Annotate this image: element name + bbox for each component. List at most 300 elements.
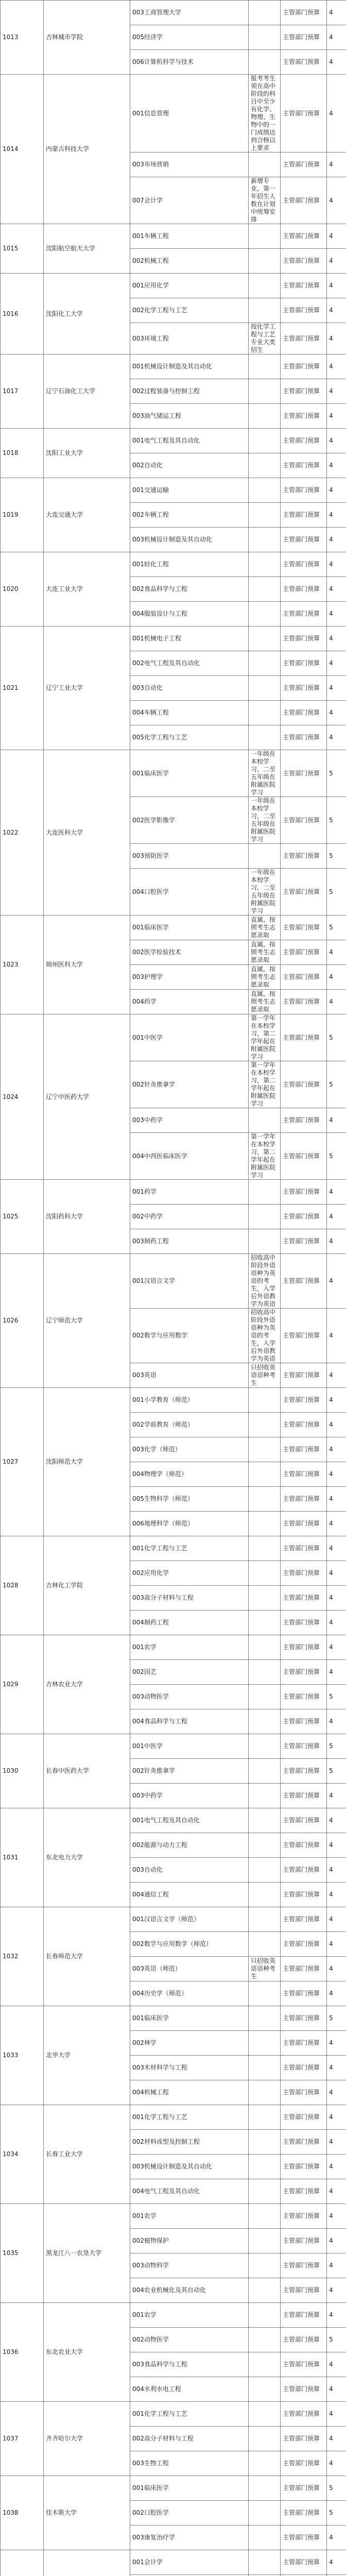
years-value: 4 — [329, 282, 333, 289]
major-cell: 002植物保护 — [130, 2229, 249, 2253]
remark-cell — [249, 1759, 281, 1784]
remark-cell — [249, 478, 281, 503]
remark-cell: 招收高中阶段外语语种为英语的考生，入学后外语教学为英语 — [249, 1309, 281, 1363]
years-cell — [327, 1229, 346, 1254]
remark-cell — [249, 676, 281, 701]
major-cell: 004食品科学与工程 — [130, 1709, 249, 1734]
major-cell: 001汉语言文学（师范） — [130, 1907, 249, 1932]
budget-cell: 主管部门预算 — [281, 1981, 327, 2006]
school-name-cell: 吉林农业大学 — [44, 1635, 130, 1734]
years-value: 5 — [329, 816, 333, 824]
budget-cell: 主管部门预算 — [281, 2476, 327, 2501]
remark-cell: 第一学年在本校学习，第二学年起在附属医院学习 — [249, 1014, 281, 1061]
remark-cell: 报考考生须在高中阶段的科目中至少有化学、物理、生物中的一门成绩达到合格以上要求 — [249, 75, 281, 152]
school-code-cell: 1026 — [1, 1254, 44, 1388]
years-value: 4 — [329, 1594, 333, 1601]
budget-cell: 主管部门预算 — [281, 1833, 327, 1858]
major-cell: 002林学 — [130, 2031, 249, 2056]
budget-cell: 主管部门预算 — [281, 1309, 327, 1363]
budget-cell: 主管部门预算 — [281, 651, 327, 676]
school-name-cell: 沈阳药科大学 — [44, 1180, 130, 1254]
years-value: 4 — [329, 9, 333, 16]
years-value: 4 — [329, 1421, 333, 1428]
remark-cell — [249, 2501, 281, 2526]
budget-cell: 主管部门预算 — [281, 354, 327, 379]
major-cell: 006计算机科学与技术 — [130, 50, 249, 75]
years-cell — [327, 1536, 346, 1561]
major-cell: 004药学 — [130, 990, 249, 1014]
years-value: 4 — [329, 2237, 333, 2244]
remark-cell — [249, 1709, 281, 1734]
years-value: 4 — [329, 561, 333, 568]
budget-cell: 主管部门预算 — [281, 25, 327, 50]
budget-cell: 主管部门预算 — [281, 2056, 327, 2080]
years-value: 5 — [329, 2509, 333, 2516]
budget-cell: 主管部门预算 — [281, 1907, 327, 1932]
major-cell: 001化学工程与工艺 — [130, 2105, 249, 2130]
remark-cell — [249, 1462, 281, 1487]
remark-cell — [249, 725, 281, 750]
years-value: 4 — [329, 232, 333, 240]
years-cell — [327, 75, 346, 152]
remark-cell — [249, 2179, 281, 2204]
years-value: 4 — [329, 2163, 333, 2170]
table-row — [1, 1180, 346, 1205]
years-cell — [327, 25, 346, 50]
school-name-cell: 沈阳师范大学 — [44, 1388, 130, 1536]
years-cell — [327, 701, 346, 725]
budget-cell: 主管部门预算 — [281, 152, 327, 177]
table-row — [1, 75, 346, 152]
budget-cell: 主管部门预算 — [281, 1437, 327, 1462]
budget-cell: 主管部门预算 — [281, 453, 327, 478]
years-value: 4 — [329, 58, 333, 65]
major-cell: 002中药学 — [130, 1205, 249, 1229]
years-cell — [327, 2501, 346, 2526]
remark-cell — [249, 152, 281, 177]
years-cell — [327, 1061, 346, 1108]
remark-cell — [249, 1561, 281, 1586]
budget-cell: 主管部门预算 — [281, 725, 327, 750]
years-value: 4 — [329, 2385, 333, 2393]
years-cell — [327, 1709, 346, 1734]
remark-cell — [249, 1180, 281, 1205]
major-cell: 004历史学（师范） — [130, 1981, 249, 2006]
remark-cell — [249, 2451, 281, 2476]
years-cell — [327, 1133, 346, 1180]
school-name-cell: 内蒙古科技大学 — [44, 75, 130, 224]
remark-cell — [249, 844, 281, 869]
major-cell: 003英语（师范） — [130, 1957, 249, 1981]
years-cell — [327, 1635, 346, 1660]
budget-cell: 主管部门预算 — [281, 177, 327, 224]
years-value: 4 — [329, 1866, 333, 1873]
school-code-cell: 1029 — [1, 1635, 44, 1734]
years-value: 4 — [329, 1940, 333, 1947]
table-row — [1, 2476, 346, 2501]
budget-cell: 主管部门预算 — [281, 1561, 327, 1586]
budget-cell: 主管部门预算 — [281, 2031, 327, 2056]
years-cell — [327, 1014, 346, 1061]
remark-cell — [249, 2130, 281, 2155]
table-row — [1, 2402, 346, 2427]
years-cell — [327, 552, 346, 577]
years-cell — [327, 1108, 346, 1133]
years-cell — [327, 2377, 346, 2402]
budget-cell: 主管部门预算 — [281, 1883, 327, 1907]
years-cell — [327, 50, 346, 75]
major-cell: 003康复治疗学 — [130, 2526, 249, 2550]
remark-cell: 直属，按照考生志愿录取 — [249, 965, 281, 990]
budget-cell: 主管部门预算 — [281, 1061, 327, 1108]
major-cell: 003预防医学 — [130, 844, 249, 869]
major-cell: 001临床医学 — [130, 2476, 249, 2501]
years-value: 4 — [329, 1990, 333, 1997]
table-row — [1, 626, 346, 651]
years-value: 4 — [329, 2113, 333, 2121]
years-value: 4 — [329, 1213, 333, 1220]
school-code-cell: 1037 — [1, 2402, 44, 2476]
years-cell — [327, 602, 346, 626]
budget-cell: 主管部门预算 — [281, 274, 327, 298]
school-name-cell: 辽宁工业大学 — [44, 626, 130, 750]
budget-cell: 主管部门预算 — [281, 1784, 327, 1808]
remark-cell — [249, 1660, 281, 1685]
major-cell: 005经济学 — [130, 25, 249, 50]
major-cell: 002材料成型及控制工程 — [130, 2130, 249, 2155]
years-cell — [327, 2427, 346, 2451]
remark-cell — [249, 2402, 281, 2427]
years-cell — [327, 797, 346, 844]
years-cell — [327, 1759, 346, 1784]
years-value: 4 — [329, 2435, 333, 2442]
budget-cell: 主管部门预算 — [281, 1363, 327, 1388]
remark-cell — [249, 2229, 281, 2253]
school-name-cell: 沈阳工业大学 — [44, 429, 130, 478]
years-value: 5 — [329, 1152, 333, 1160]
budget-cell: 主管部门预算 — [281, 1108, 327, 1133]
major-cell: 004电气工程及其自动化 — [130, 2179, 249, 2204]
budget-cell: 主管部门预算 — [281, 2501, 327, 2526]
major-cell: 001农学 — [130, 2303, 249, 2328]
years-value: 4 — [329, 1668, 333, 1675]
major-cell: 001车辆工程 — [130, 224, 249, 249]
school-code-cell: 1035 — [1, 2204, 44, 2303]
years-value: 4 — [329, 2039, 333, 2046]
budget-cell: 主管部门预算 — [281, 1858, 327, 1883]
years-value: 4 — [329, 659, 333, 667]
budget-cell: 主管部门预算 — [281, 1254, 327, 1309]
budget-cell: 主管部门预算 — [281, 1808, 327, 1833]
major-cell: 004通信工程 — [130, 1883, 249, 1907]
major-cell: 001会计学 — [130, 2550, 249, 2575]
budget-cell: 主管部门预算 — [281, 323, 327, 354]
school-name-cell: 长春中医药大学 — [44, 1734, 130, 1808]
years-value: 4 — [329, 1817, 333, 1824]
budget-cell: 主管部门预算 — [281, 940, 327, 965]
years-value: 4 — [329, 2188, 333, 2195]
major-cell: 002口腔医学 — [130, 2501, 249, 2526]
school-name-cell: 辽宁师范大学 — [44, 1254, 130, 1388]
major-cell: 002化学工程与工艺 — [130, 298, 249, 323]
years-value: 4 — [329, 1643, 333, 1651]
budget-cell: 主管部门预算 — [281, 1759, 327, 1784]
years-cell — [327, 2451, 346, 2476]
remark-cell — [249, 1108, 281, 1133]
major-cell: 002医学影像学 — [130, 797, 249, 844]
years-cell — [327, 750, 346, 797]
years-value: 5 — [329, 888, 333, 895]
years-value: 4 — [329, 363, 333, 370]
years-value: 5 — [329, 1767, 333, 1774]
years-value: 4 — [329, 1545, 333, 1552]
major-cell: 003英语 — [130, 1363, 249, 1388]
school-name-cell — [44, 2550, 130, 2576]
major-cell: 004口腔医学 — [130, 869, 249, 916]
school-code-cell: 1025 — [1, 1180, 44, 1254]
years-value: 4 — [329, 2138, 333, 2145]
remark-cell — [249, 379, 281, 404]
years-value: 4 — [329, 1841, 333, 1849]
major-cell: 001轻化工程 — [130, 552, 249, 577]
school-name-cell: 黑龙江八一农垦大学 — [44, 2204, 130, 2303]
remark-cell — [249, 1229, 281, 1254]
school-name-cell: 东北电力大学 — [44, 1808, 130, 1907]
years-cell — [327, 940, 346, 965]
remark-cell — [249, 602, 281, 626]
school-code-cell: 1020 — [1, 552, 44, 626]
remark-cell — [249, 1808, 281, 1833]
major-cell: 003自动化 — [130, 676, 249, 701]
budget-cell: 主管部门预算 — [281, 1932, 327, 1957]
budget-cell: 主管部门预算 — [281, 224, 327, 249]
years-cell — [327, 1685, 346, 1709]
major-cell: 002学前教育（师范） — [130, 1413, 249, 1437]
school-name-cell: 大连医科大学 — [44, 750, 130, 916]
major-cell: 005生物科学（师范） — [130, 1487, 249, 1512]
remark-cell: 直属，按照考生志愿录取 — [249, 990, 281, 1014]
remark-cell — [249, 1883, 281, 1907]
years-value: 4 — [329, 2262, 333, 2269]
table-row — [1, 2550, 346, 2575]
years-cell — [327, 528, 346, 552]
budget-cell: 主管部门预算 — [281, 1635, 327, 1660]
budget-cell: 主管部门预算 — [281, 528, 327, 552]
years-cell — [327, 2105, 346, 2130]
table-row — [1, 2006, 346, 2031]
school-code-cell: 1021 — [1, 626, 44, 750]
major-cell: 003机械设计制造及其自动化 — [130, 528, 249, 552]
years-cell — [327, 274, 346, 298]
years-cell — [327, 1254, 346, 1309]
remark-cell — [249, 1981, 281, 2006]
years-value: 5 — [329, 852, 333, 859]
years-value: 4 — [329, 1916, 333, 1923]
major-cell: 002过程装备与控制工程 — [130, 379, 249, 404]
years-value: 5 — [329, 1033, 333, 1041]
school-name-cell: 吉林化工学院 — [44, 1536, 130, 1635]
remark-cell: 只招收英语语种考生 — [249, 1363, 281, 1388]
budget-cell: 主管部门预算 — [281, 2328, 327, 2352]
school-code-cell: 1019 — [1, 478, 44, 552]
budget-cell: 主管部门预算 — [281, 626, 327, 651]
remark-cell — [249, 626, 281, 651]
remark-cell: 只招收英语语种考生 — [249, 1957, 281, 1981]
remark-cell: 招收高中阶段外语语种为英语的考生，入学后外语教学为英语 — [249, 1254, 281, 1309]
years-cell — [327, 990, 346, 1014]
years-cell — [327, 379, 346, 404]
major-cell: 001汉语言文学 — [130, 1254, 249, 1309]
budget-cell: 主管部门预算 — [281, 1487, 327, 1512]
major-cell: 003高分子材料与工程 — [130, 1586, 249, 1611]
budget-cell: 主管部门预算 — [281, 965, 327, 990]
table-row — [1, 1388, 346, 1413]
major-cell: 004车辆工程 — [130, 701, 249, 725]
years-cell — [327, 453, 346, 478]
years-cell — [327, 1, 346, 25]
school-name-cell: 大连交通大学 — [44, 478, 130, 552]
years-value: 4 — [329, 511, 333, 518]
years-cell — [327, 429, 346, 453]
major-cell: 003工商管理大学 — [130, 1, 249, 25]
budget-cell: 主管部门预算 — [281, 1660, 327, 1685]
remark-cell: 直属，按照考生志愿录取 — [249, 940, 281, 965]
school-code-cell: 1038 — [1, 2476, 44, 2550]
budget-cell: 主管部门预算 — [281, 2105, 327, 2130]
major-cell: 002数学与应用数学（师范） — [130, 1932, 249, 1957]
major-cell: 001临床医学 — [130, 916, 249, 940]
budget-cell: 主管部门预算 — [281, 2080, 327, 2105]
years-cell — [327, 1660, 346, 1685]
major-cell: 001化学工程与工艺 — [130, 1536, 249, 1561]
budget-cell: 主管部门预算 — [281, 1734, 327, 1759]
budget-cell: 主管部门预算 — [281, 2155, 327, 2179]
budget-cell: 主管部门预算 — [281, 1133, 327, 1180]
remark-cell — [249, 701, 281, 725]
remark-cell — [249, 1635, 281, 1660]
years-cell — [327, 2179, 346, 2204]
major-cell: 003食品科学与工程 — [130, 2352, 249, 2377]
budget-cell: 主管部门预算 — [281, 404, 327, 429]
budget-cell: 主管部门预算 — [281, 602, 327, 626]
years-cell — [327, 2476, 346, 2501]
years-cell — [327, 725, 346, 750]
budget-cell: 主管部门预算 — [281, 2402, 327, 2427]
years-value: 4 — [329, 734, 333, 741]
years-value: 4 — [329, 998, 333, 1005]
years-cell — [327, 1907, 346, 1932]
years-value: 4 — [329, 307, 333, 314]
budget-cell: 主管部门预算 — [281, 1536, 327, 1561]
years-value: 5 — [329, 924, 333, 931]
major-cell: 001农学 — [130, 1635, 249, 1660]
years-value: 4 — [329, 2534, 333, 2541]
remark-cell — [249, 577, 281, 602]
major-cell: 001交通运输 — [130, 478, 249, 503]
years-value: 5 — [329, 1080, 333, 1088]
school-code-cell: 1032 — [1, 1907, 44, 2006]
major-cell: 002食品科学与工程 — [130, 577, 249, 602]
major-cell: 002应用化学 — [130, 1561, 249, 1586]
years-cell — [327, 2402, 346, 2427]
school-code-cell: 1028 — [1, 1536, 44, 1635]
table-body — [1, 1, 346, 2576]
budget-cell: 主管部门预算 — [281, 797, 327, 844]
table-row — [1, 1254, 346, 1309]
budget-cell: 主管部门预算 — [281, 701, 327, 725]
remark-cell — [249, 2105, 281, 2130]
remark-cell: 一年级在本校学习，二至五年级在附属医院学习 — [249, 869, 281, 916]
years-value: 4 — [329, 334, 333, 342]
years-value: 4 — [329, 1277, 333, 1284]
major-cell: 001临床医学 — [130, 2006, 249, 2031]
years-cell — [327, 626, 346, 651]
years-value: 4 — [329, 412, 333, 419]
years-cell — [327, 2328, 346, 2352]
table-row — [1, 1635, 346, 1660]
years-value: 5 — [329, 2484, 333, 2492]
major-cell: 002动物医学 — [130, 2328, 249, 2352]
years-value: 5 — [329, 2014, 333, 2022]
years-cell — [327, 844, 346, 869]
table-row — [1, 429, 346, 453]
years-value: 4 — [329, 161, 333, 168]
major-cell: 002针灸推拿学 — [130, 1061, 249, 1108]
remark-cell — [249, 2352, 281, 2377]
years-value: 4 — [329, 2460, 333, 2467]
major-cell: 001临床医学 — [130, 750, 249, 797]
school-name-cell: 辽宁中医药大学 — [44, 1014, 130, 1180]
years-value: 4 — [329, 1520, 333, 1527]
years-value: 4 — [329, 387, 333, 395]
years-cell — [327, 478, 346, 503]
remark-cell — [249, 2303, 281, 2328]
major-cell: 001小学教育（师范） — [130, 1388, 249, 1413]
remark-cell — [249, 1205, 281, 1229]
table-row — [1, 224, 346, 249]
years-cell — [327, 1784, 346, 1808]
years-value: 4 — [329, 973, 333, 980]
table-row — [1, 1536, 346, 1561]
table-row — [1, 1014, 346, 1061]
budget-cell: 主管部门预算 — [281, 2278, 327, 2303]
years-cell — [327, 2031, 346, 2056]
school-name-cell: 锦州医科大学 — [44, 916, 130, 1014]
remark-cell — [249, 1685, 281, 1709]
remark-cell: 第一学年在本校学习，第二学年起在附属医院学习 — [249, 1061, 281, 1108]
remark-cell — [249, 2476, 281, 2501]
major-cell: 002高分子材料与工程 — [130, 2427, 249, 2451]
remark-cell — [249, 2155, 281, 2179]
budget-cell: 主管部门预算 — [281, 429, 327, 453]
major-cell: 007会计学 — [130, 177, 249, 224]
remark-cell — [249, 1833, 281, 1858]
major-cell: 003动物科学 — [130, 2253, 249, 2278]
budget-cell: 主管部门预算 — [281, 577, 327, 602]
school-code-cell: 1014 — [1, 75, 44, 224]
years-value: 4 — [329, 486, 333, 494]
remark-cell — [249, 1388, 281, 1413]
school-code-cell: 1034 — [1, 2105, 44, 2204]
years-value: 4 — [329, 610, 333, 617]
remark-cell — [249, 224, 281, 249]
table-row — [1, 1907, 346, 1932]
remark-cell — [249, 2031, 281, 2056]
years-cell — [327, 1957, 346, 1981]
school-code-cell: 1024 — [1, 1014, 44, 1180]
school-name-cell: 沈阳化工大学 — [44, 274, 130, 354]
remark-cell — [249, 354, 281, 379]
